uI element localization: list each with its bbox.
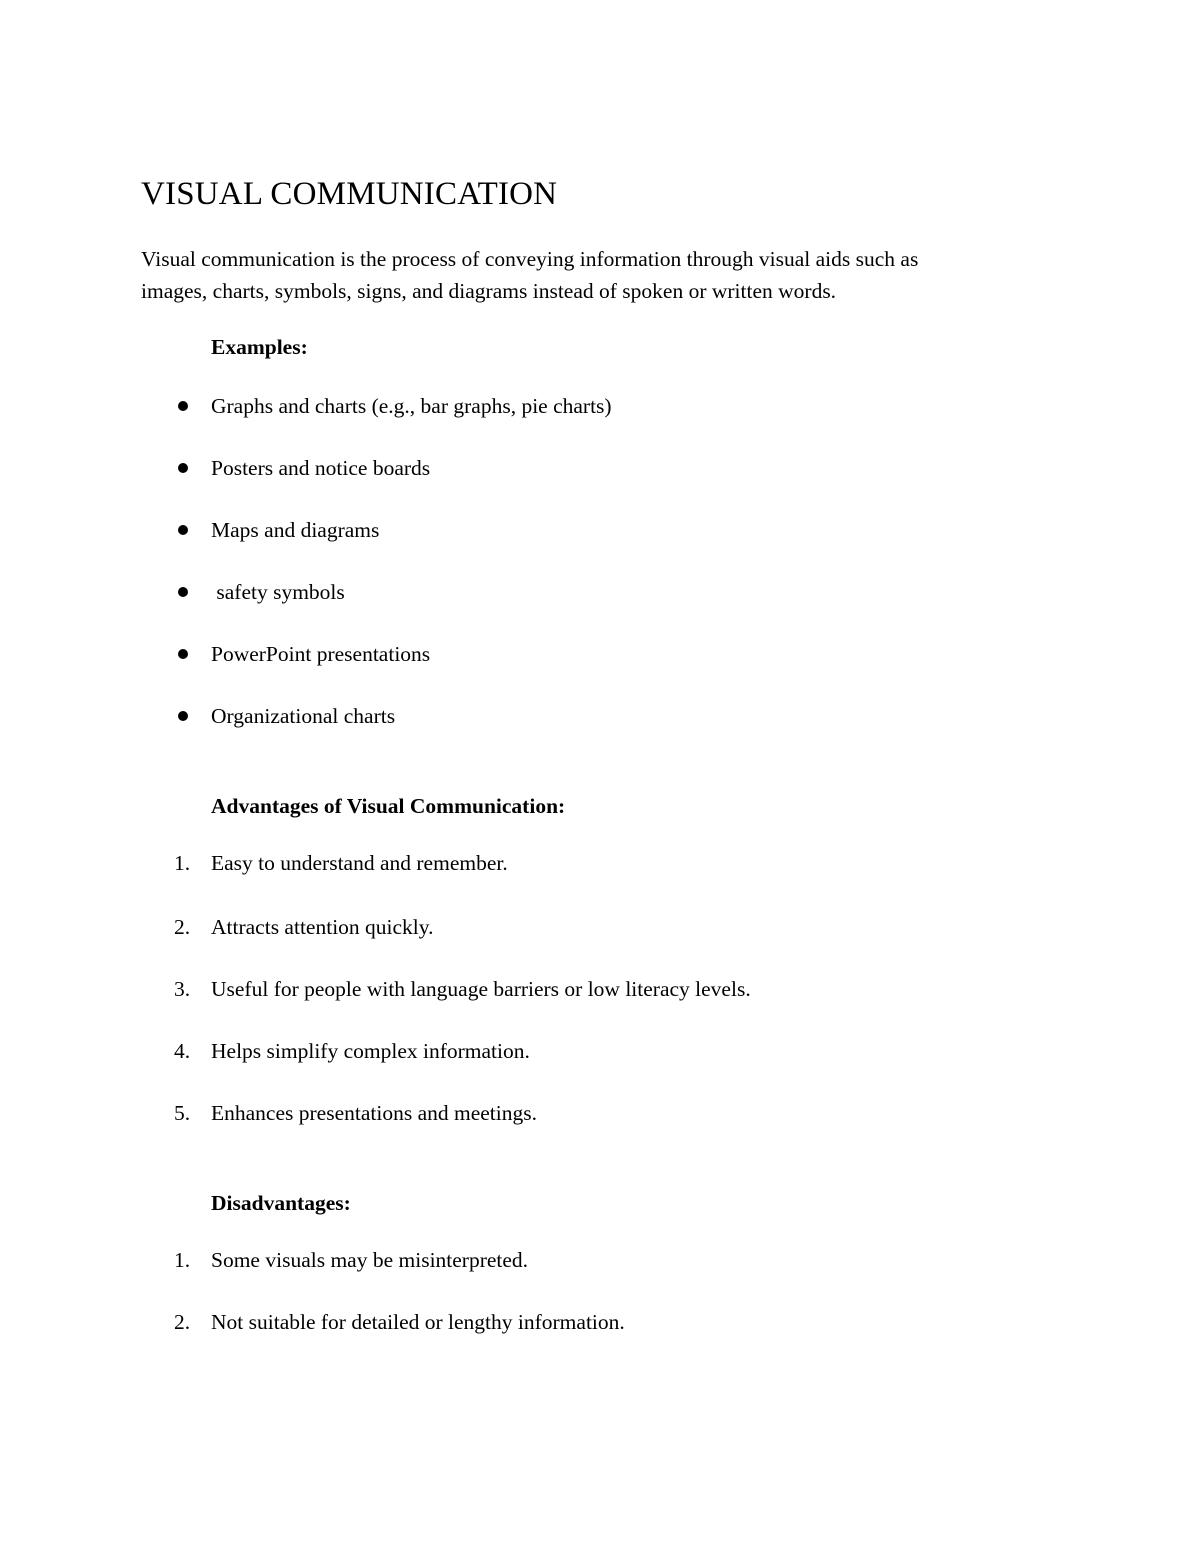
list-number: 1. <box>174 851 191 875</box>
disadvantages-item-text: Not suitable for detailed or lengthy information. <box>211 1310 625 1334</box>
examples-list-item <box>0 391 1200 421</box>
examples-item-text: PowerPoint presentations <box>211 642 431 666</box>
bullet-icon <box>178 401 188 411</box>
list-number: 1. <box>174 1248 191 1272</box>
bullet-icon <box>178 711 188 721</box>
advantages-list-item <box>0 1098 1200 1128</box>
advantages-heading: Advantages of Visual Communication: <box>211 794 566 818</box>
examples-item-text: safety symbols <box>211 580 345 604</box>
advantages-list-item <box>0 974 1200 1004</box>
examples-list-item <box>0 515 1200 545</box>
list-number: 3. <box>174 977 191 1001</box>
advantages-list-item <box>0 848 1200 878</box>
examples-list-item <box>0 577 1200 607</box>
bullet-icon <box>178 587 188 597</box>
examples-item-text: Maps and diagrams <box>211 518 380 542</box>
bullet-icon <box>178 649 188 659</box>
intro-line-2: images, charts, symbols, signs, and diagrams instead of spoken or written words. <box>141 279 837 303</box>
list-number: 5. <box>174 1101 191 1125</box>
examples-list-item <box>0 701 1200 731</box>
disadvantages-heading: Disadvantages: <box>211 1191 351 1215</box>
disadvantages-item-text: Some visuals may be misinterpreted. <box>211 1248 529 1272</box>
advantages-item-text: Easy to understand and remember. <box>211 851 508 875</box>
bullet-icon <box>178 525 188 535</box>
list-number: 2. <box>174 915 191 939</box>
bullet-icon <box>178 463 188 473</box>
examples-item-text: Graphs and charts (e.g., bar graphs, pie charts) <box>211 394 612 418</box>
advantages-item-text: Helps simplify complex information. <box>211 1039 530 1063</box>
advantages-item-text: Attracts attention quickly. <box>211 915 434 939</box>
examples-list-item <box>0 639 1200 669</box>
advantages-item-text: Enhances presentations and meetings. <box>211 1101 537 1125</box>
disadvantages-list-item <box>0 1245 1200 1275</box>
advantages-list-item <box>0 912 1200 942</box>
intro-line-1: Visual communication is the process of conveying information through visual aids such as <box>141 247 919 271</box>
list-number: 4. <box>174 1039 191 1063</box>
examples-item-text: Organizational charts <box>211 704 396 728</box>
intro-paragraph <box>141 243 1041 307</box>
examples-item-text: Posters and notice boards <box>211 456 431 480</box>
document-title: VISUAL COMMUNICATION <box>141 176 558 212</box>
examples-list-item <box>0 453 1200 483</box>
examples-heading: Examples: <box>211 335 308 359</box>
disadvantages-list-item <box>0 1307 1200 1337</box>
advantages-item-text: Useful for people with language barriers or low literacy levels. <box>211 977 751 1001</box>
list-number: 2. <box>174 1310 191 1334</box>
advantages-list-item <box>0 1036 1200 1066</box>
